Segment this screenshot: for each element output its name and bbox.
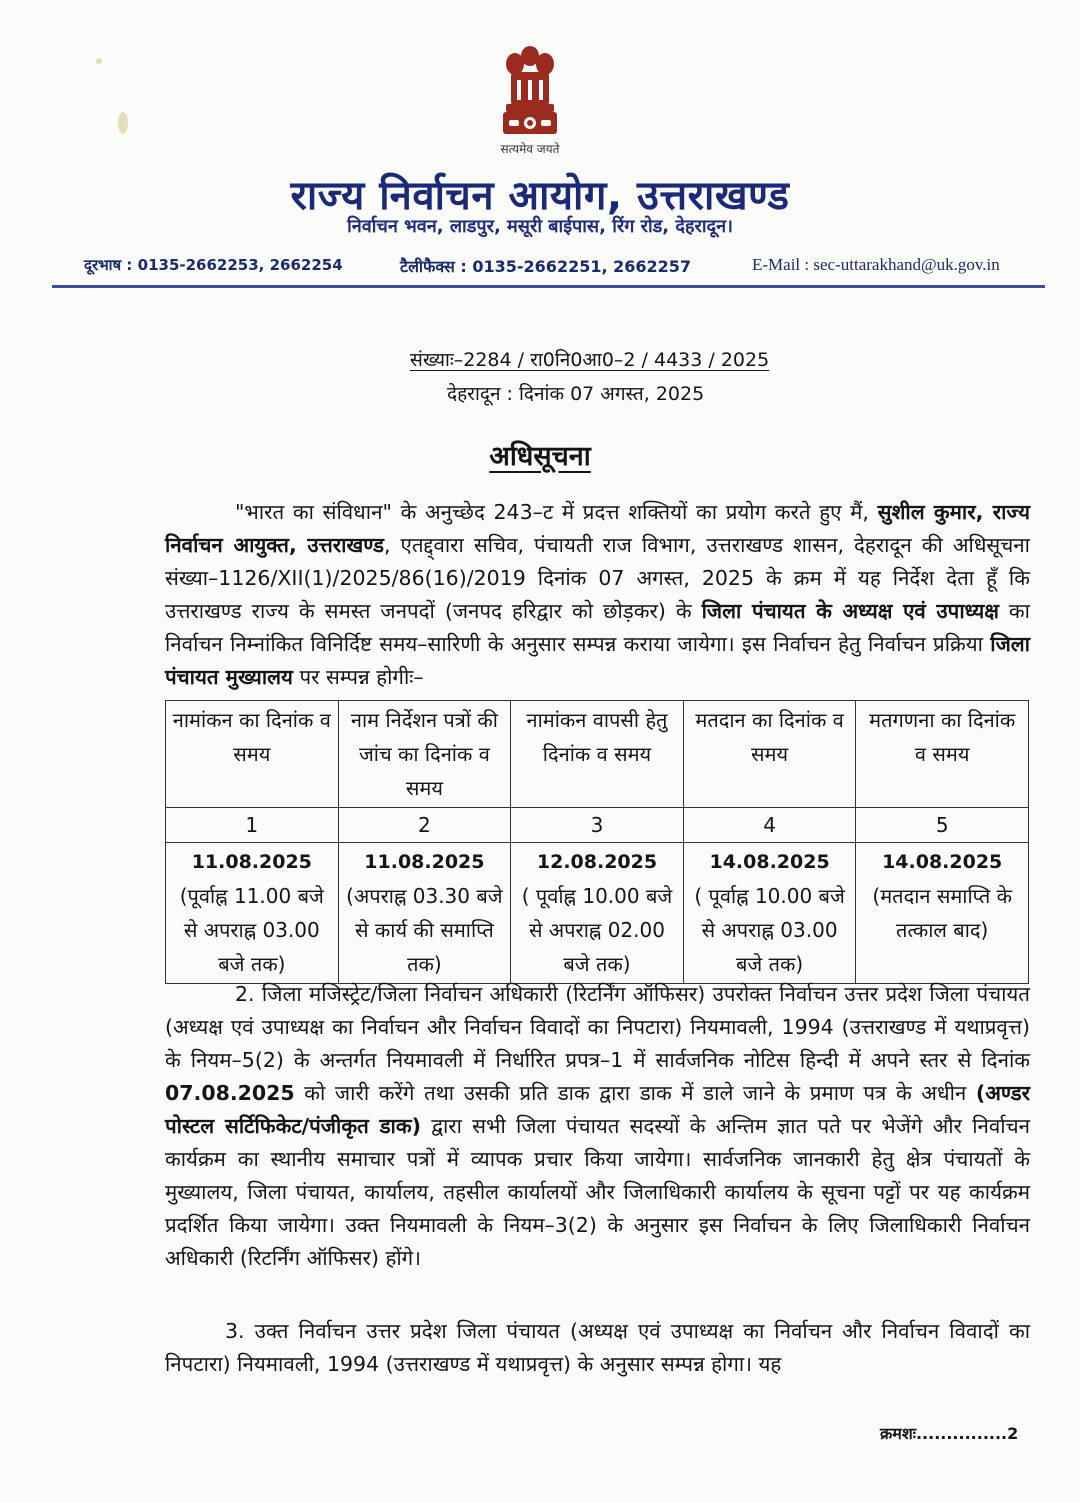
paragraph-2 [165, 978, 1030, 1275]
column-number: 4 [683, 808, 856, 843]
continued-marker: क्रमशः...............2 [880, 1424, 1019, 1443]
document-heading: अधिसूचना [489, 441, 591, 472]
cell-date: 14.08.2025 [882, 851, 1003, 873]
table-cell [511, 843, 684, 984]
column-number: 2 [338, 808, 511, 843]
column-number: 1 [166, 808, 339, 843]
table-number-row [166, 808, 1029, 843]
phone-number: दूरभाष : 0135-2662253, 2662254 [84, 256, 343, 274]
table-header-cell: मतदान का दिनांक व समय [683, 701, 856, 808]
table-cell [683, 843, 856, 984]
election-posts: जिला पंचायत के अध्यक्ष एवं उपाध्यक्ष [701, 599, 999, 623]
column-number: 5 [856, 808, 1029, 843]
table-header-row [166, 701, 1029, 808]
paper-stain [118, 112, 128, 134]
table-header-cell: नामांकन का दिनांक व समय [166, 701, 339, 808]
telefax-number: टैलीफैक्स : 0135-2662251, 2662257 [400, 257, 692, 276]
cell-time: (पूर्वाह्न 11.00 बजे से अपराह्न 03.00 बजे तक) [179, 884, 324, 976]
table-header-cell: नामांकन वापसी हेतु दिनांक व समय [511, 701, 684, 808]
emblem-motto: सत्यमेव जयते [500, 142, 560, 156]
paragraph-1-text: पर सम्पन्न होगीः– [292, 665, 424, 689]
reference-number: संख्याः–2284 / रा0नि0आ0–2 / 4433 / 2025 [410, 349, 770, 371]
commissioner-name: सुशील कुमार, राज्य निर्वाचन आयुक्त, उत्तराखण्ड [165, 500, 1031, 557]
email-address: E-Mail : sec-uttarakhand@uk.gov.in [752, 255, 1000, 274]
table-row [166, 843, 1029, 984]
paper-stain [96, 58, 102, 64]
cell-time: ( पूर्वाह्न 10.00 बजे से अपराह्न 02.00 बजे तक) [521, 884, 673, 976]
cell-date: 11.08.2025 [191, 851, 312, 873]
election-schedule-table [165, 700, 1029, 984]
paragraph-1 [165, 496, 1030, 694]
table-header-cell: नाम निर्देशन पत्रों की जांच का दिनांक व समय [338, 701, 511, 808]
organization-address: निर्वाचन भवन, लाडपुर, मसूरी बाईपास, रिंग रोड, देहरादून। [347, 216, 733, 237]
paragraph-2-text: को जारी करेंगे तथा उसकी प्रति डाक द्वारा डाक में डाले जाने के प्रमाण पत्र के अधीन [294, 1081, 976, 1105]
header-divider [52, 285, 1045, 288]
table-header-cell: मतगणना का दिनांक व समय [856, 701, 1029, 808]
reference-date: देहरादून : दिनांक 07 अगस्त, 2025 [447, 383, 705, 405]
organization-title: राज्य निर्वाचन आयोग, उत्तराखण्ड [290, 173, 790, 219]
cell-date: 14.08.2025 [709, 851, 830, 873]
postal-mode: (अण्डर पोस्टल सर्टिफिकेट/पंजीकृत डाक) [165, 1081, 1030, 1138]
table-cell [166, 843, 339, 984]
paragraph-1-text: , एतद्द्वारा सचिव, पंचायती राज विभाग, उत्तराखण्ड शासन, देहरादून की अधिसूचना संख्या–1126/XII(1)/2025/86(16)/2019 दिनांक 07 अगस्त, 2025 के क्रम में यह निर्देश देता हूँ कि उत्तराखण्ड राज्य के समस्त जनपदों (जनपद हरिद्वार को छोड़कर) के [165, 533, 1030, 623]
notice-date: 07.08.2025 [165, 1081, 295, 1105]
paragraph-1-text: का निर्वाचन निम्नांकित विनिर्दिष्ट समय–सारिणी के अनुसार सम्पन्न कराया जायेगा। इस निर्वाचन हेतु निर्वाचन प्रक्रिया [165, 599, 1030, 656]
cell-time: ( पूर्वाह्न 10.00 बजे से अपराह्न 03.00 बजे तक) [694, 884, 845, 976]
cell-time: (मतदान समाप्ति के तत्काल बाद) [872, 884, 1012, 942]
cell-time: (अपराह्न 03.30 बजे से कार्य की समाप्ति तक) [346, 884, 503, 976]
column-number: 3 [511, 808, 684, 843]
table-cell [338, 843, 511, 984]
cell-date: 12.08.2025 [536, 851, 658, 873]
cell-date: 11.08.2025 [364, 851, 485, 873]
table-cell [856, 843, 1029, 984]
election-venue: जिला पंचायत मुख्यालय [165, 632, 1030, 689]
ashoka-emblem-icon [495, 42, 565, 142]
paragraph-3: 3. उक्त निर्वाचन उत्तर प्रदेश जिला पंचायत (अध्यक्ष एवं उपाध्यक्ष का निर्वाचन और निर्वाचन विवादों का निपटारा) नियमावली, 1994 (उत्तराखण्ड में यथाप्रवृत्त) के अनुसार सम्पन्न होगा। यह [165, 1319, 1030, 1376]
paragraph-2-text: द्वारा सभी जिला पंचायत सदस्यों के अन्तिम ज्ञात पते पर भेजेंगे और निर्वाचन कार्यक्रम का स्थानीय समाचार पत्रों में व्यापक प्रचार किया जायेगा। सार्वजनिक जानकारी हेतु क्षेत्र पंचायतों के मुख्यालय, जिला पंचायत, कार्यालय, तहसील कार्यालयों और जिलाधिकारी कार्यालय के सूचना पट्टों पर यह कार्यक्रम प्रदर्शित किया जायेगा। उक्त नियमावली के नियम–3(2) के अनुसार इस निर्वाचन के लिए जिलाधिकारी निर्वाचन अधिकारी (रिटर्निंग ऑफिसर) होंगे। [165, 1114, 1030, 1270]
paragraph-1-text: "भारत का संविधान" के अनुच्छेद 243–ट में प्रदत्त शक्तियों का प्रयोग करते हुए मैं, [235, 500, 878, 524]
paragraph-2-text: 2. जिला मजिस्ट्रेट/जिला निर्वाचन अधिकारी (रिटर्निंग ऑफिसर) उपरोक्त निर्वाचन उत्तर प्रदेश जिला पंचायत (अध्यक्ष एवं उपाध्यक्ष का निर्वाचन और निर्वाचन विवादों का निपटारा) नियमावली, 1994 (उत्तराखण्ड में यथाप्रवृत्त) के नियम–5(2) के अन्तर्गत नियमावली में निर्धारित प्रपत्र–1 में सार्वजनिक नोटिस हिन्दी में अपने स्तर से दिनांक [165, 982, 1030, 1072]
